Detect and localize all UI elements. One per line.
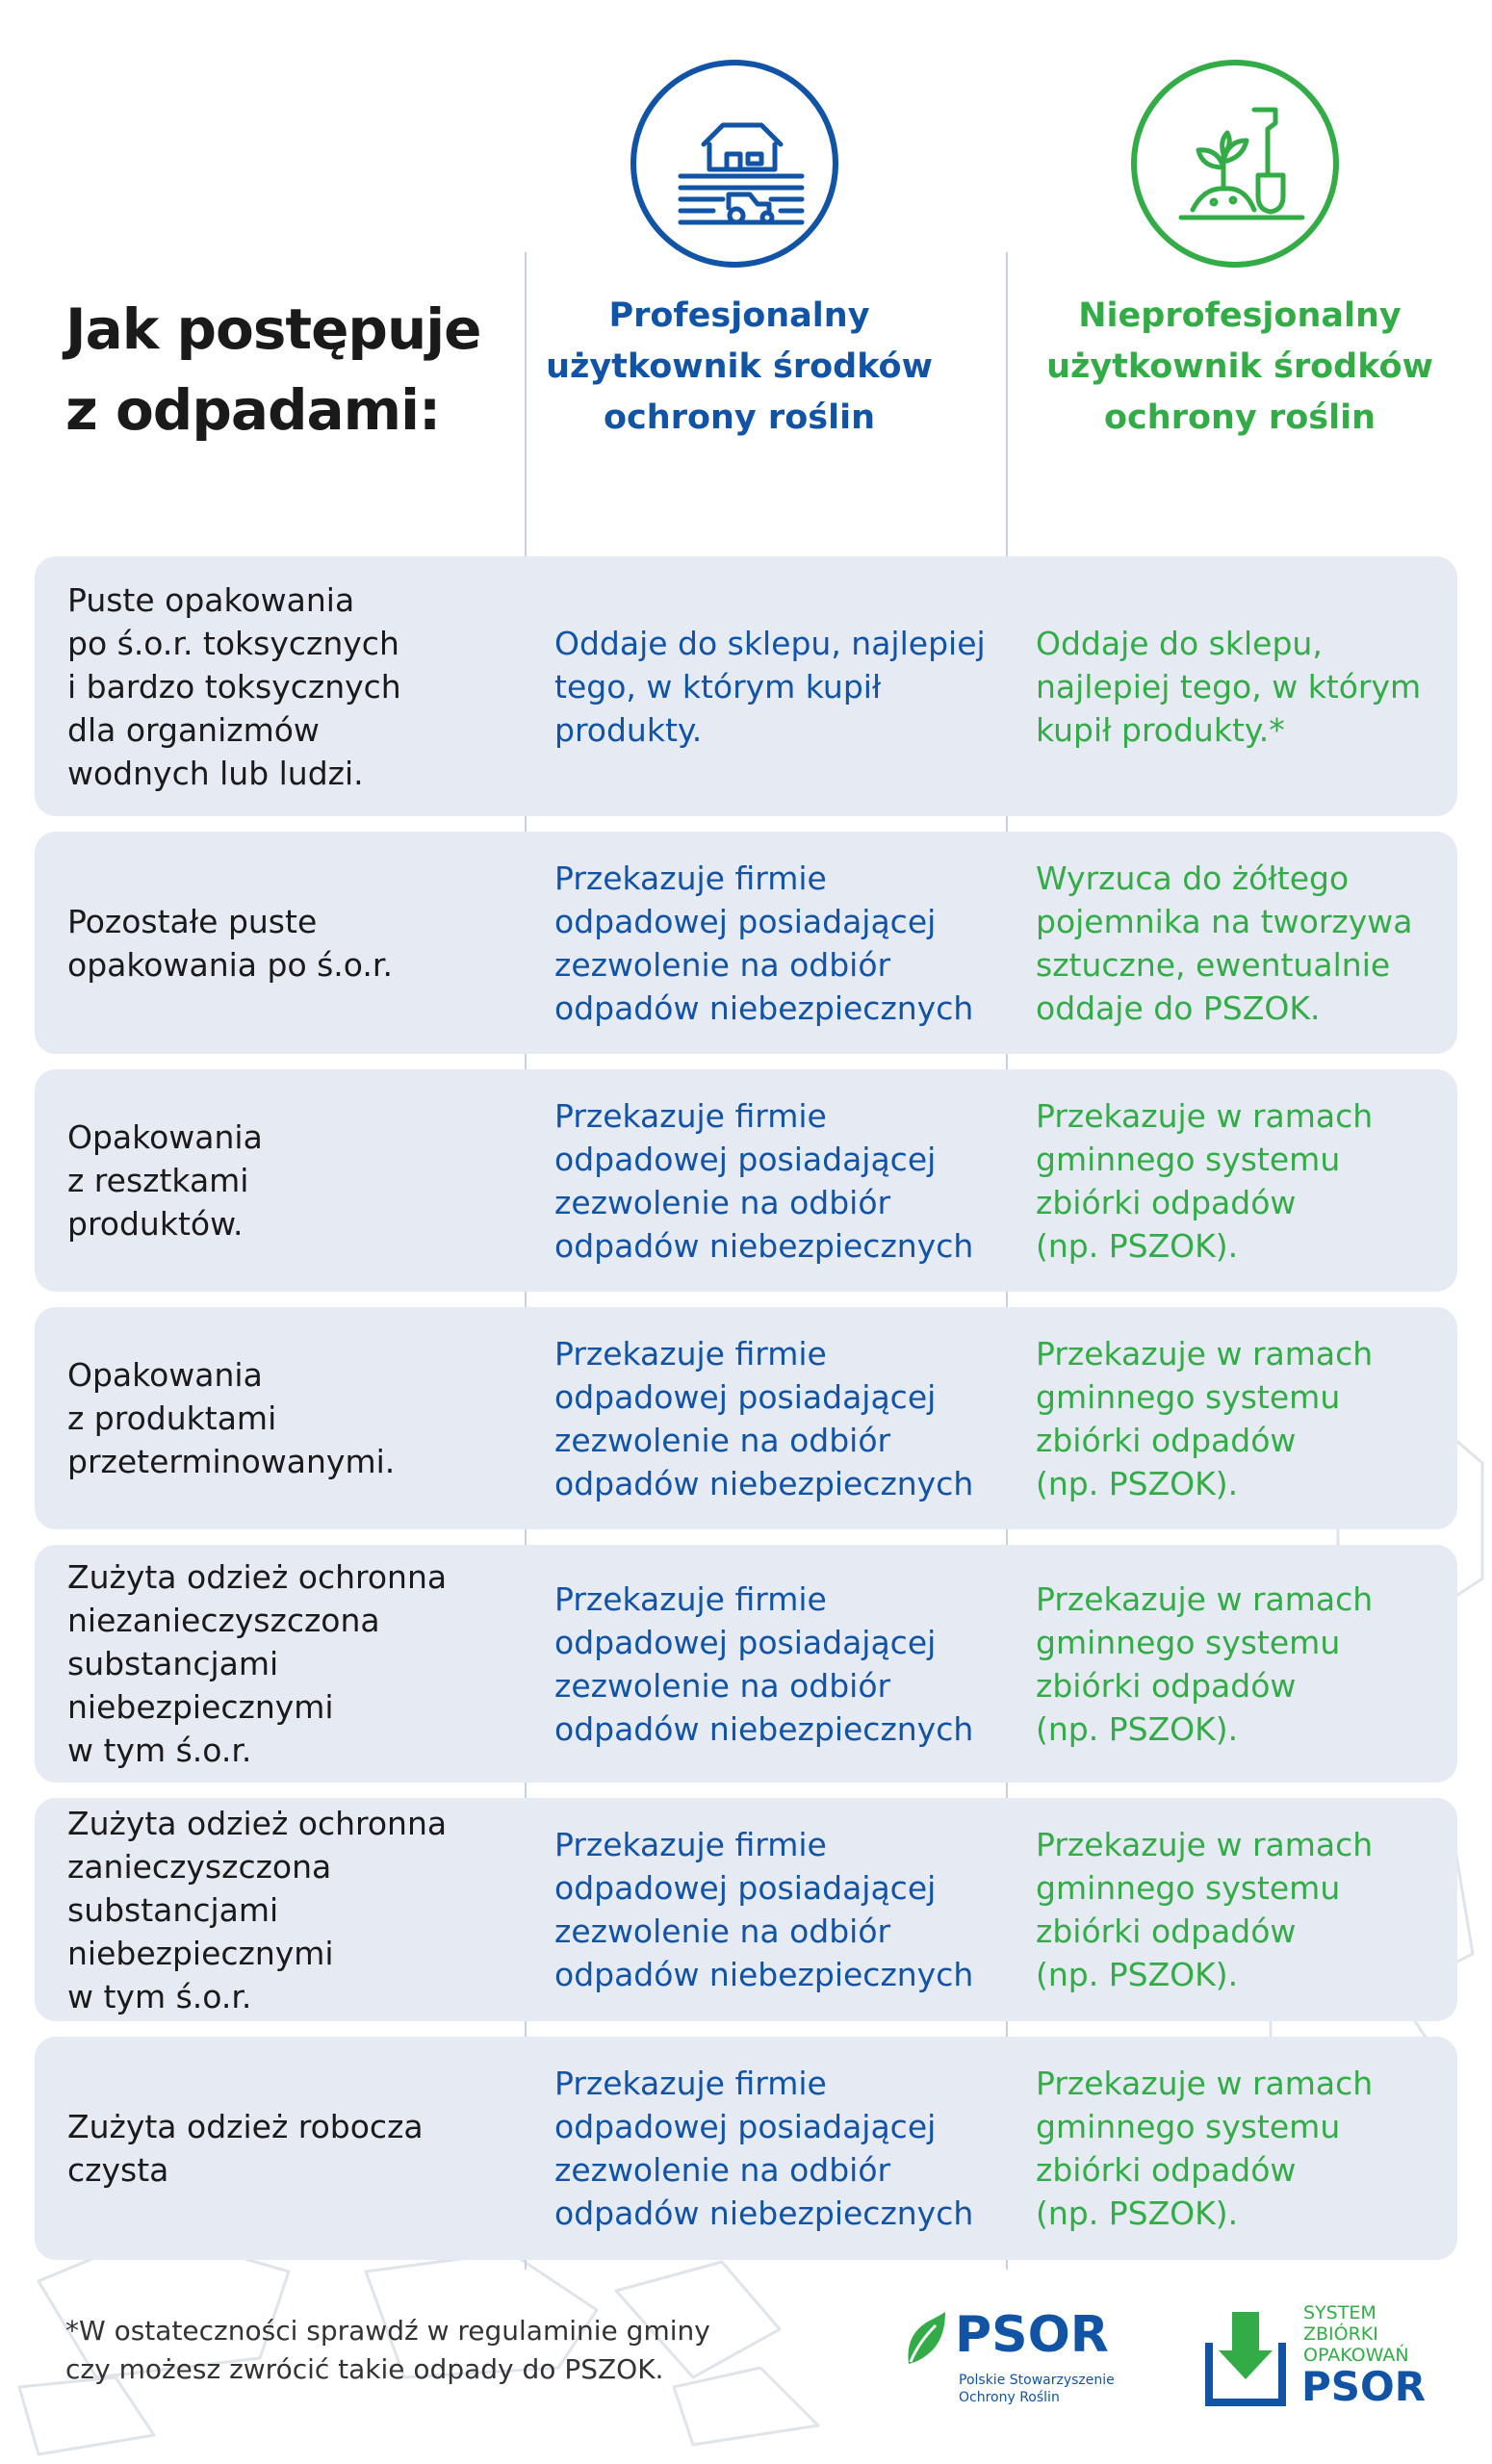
system-logo-line2: ZBIÓRKI <box>1303 2323 1378 2345</box>
non-professional-column-header: Nieprofesjonalny użytkownik środków ochrony roślin <box>1046 296 1433 437</box>
system-logo-brand: PSOR <box>1301 2363 1427 2410</box>
non-professional-action: Przekazuje w ramach gminnego systemu zbiórki odpadów (np. PSZOK). <box>1036 1096 1374 1265</box>
table-row <box>35 2037 1457 2260</box>
professional-action: Przekazuje firmie odpadowej posiadającej zezwolenie na odbiór odpadów niebezpiecznych <box>554 2065 974 2232</box>
professional-action: Przekazuje firmie odpadowej posiadającej zezwolenie na odbiór odpadów niebezpiecznych <box>554 859 974 1027</box>
row-label: Zużyta odzież robocza czysta <box>67 2108 424 2189</box>
row-label: Puste opakowania po ś.o.r. toksycznych i bardzo toksycznych dla organizmów wodnych lub ludzi. <box>67 580 401 792</box>
row-label: Opakowania z produktami przeterminowanymi. <box>67 1356 396 1480</box>
footnote: *W ostateczności sprawdź w regulaminie gminy czy możesz zwrócić takie odpady do PSZOK. <box>65 2315 710 2385</box>
row-label: Zużyta odzież ochronna zanieczyszczona substancjami niebezpiecznymi w tym ś.o.r. <box>67 1804 448 2015</box>
non-professional-action: Przekazuje w ramach gminnego systemu zbiórki odpadów (np. PSZOK). <box>1036 1334 1374 1502</box>
system-logo-line1: SYSTEM <box>1303 2302 1376 2323</box>
leaf-icon <box>905 2310 947 2368</box>
professional-action: Oddaje do sklepu, najlepiej tego, w którym kupił produkty. <box>554 624 986 749</box>
farm-icon <box>636 65 844 273</box>
collection-box-icon <box>1203 2304 1288 2408</box>
garden-plant-shovel-icon <box>1137 65 1345 273</box>
professional-action: Przekazuje firmie odpadowej posiadającej zezwolenie na odbiór odpadów niebezpiecznych <box>554 1826 974 1993</box>
professional-action: Przekazuje firmie odpadowej posiadającej zezwolenie na odbiór odpadów niebezpiecznych <box>554 1579 974 1748</box>
table-row <box>35 556 1457 816</box>
professional-action: Przekazuje firmie odpadowej posiadającej zezwolenie na odbiór odpadów niebezpiecznych <box>554 1096 974 1265</box>
system-zbiorki-logo <box>1203 2302 1444 2410</box>
professional-icon-circle <box>630 60 838 268</box>
table-row <box>35 1069 1457 1292</box>
table-row <box>35 832 1457 1054</box>
psor-logo <box>905 2306 1136 2412</box>
row-label: Zużyta odzież ochronna niezanieczyszczona substancjami niebezpiecznymi w tym ś.o.r. <box>67 1558 448 1769</box>
table-row <box>35 1798 1457 2021</box>
non-professional-action: Oddaje do sklepu, najlepiej tego, w którym kupił produkty.* <box>1036 624 1422 749</box>
row-label: Pozostałe puste opakowania po ś.o.r. <box>67 902 393 984</box>
non-professional-action: Wyrzuca do żółtego pojemnika na tworzywa sztuczne, ewentualnie oddaje do PSZOK. <box>1036 859 1413 1027</box>
professional-column-header: Profesjonalny użytkownik środków ochrony roślin <box>546 296 933 437</box>
table-row <box>35 1545 1457 1783</box>
non-professional-icon-circle <box>1131 60 1339 268</box>
non-professional-action: Przekazuje w ramach gminnego systemu zbiórki odpadów (np. PSZOK). <box>1036 1579 1374 1748</box>
psor-logo-subtitle-1: Polskie Stowarzyszenie <box>959 2373 1115 2388</box>
table-row <box>35 1307 1457 1529</box>
non-professional-action: Przekazuje w ramach gminnego systemu zbiórki odpadów (np. PSZOK). <box>1036 1826 1374 1993</box>
row-label: Opakowania z resztkami produktów. <box>67 1118 263 1243</box>
psor-logo-subtitle-2: Ochrony Roślin <box>959 2390 1060 2405</box>
system-logo-line3: OPAKOWAŃ <box>1303 2345 1409 2366</box>
non-professional-action: Przekazuje w ramach gminnego systemu zbiórki odpadów (np. PSZOK). <box>1036 2065 1374 2232</box>
page-title: Jak postępuje z odpadami: <box>65 296 481 443</box>
psor-logo-name: PSOR <box>955 2306 1109 2364</box>
professional-action: Przekazuje firmie odpadowej posiadającej zezwolenie na odbiór odpadów niebezpiecznych <box>554 1334 974 1502</box>
